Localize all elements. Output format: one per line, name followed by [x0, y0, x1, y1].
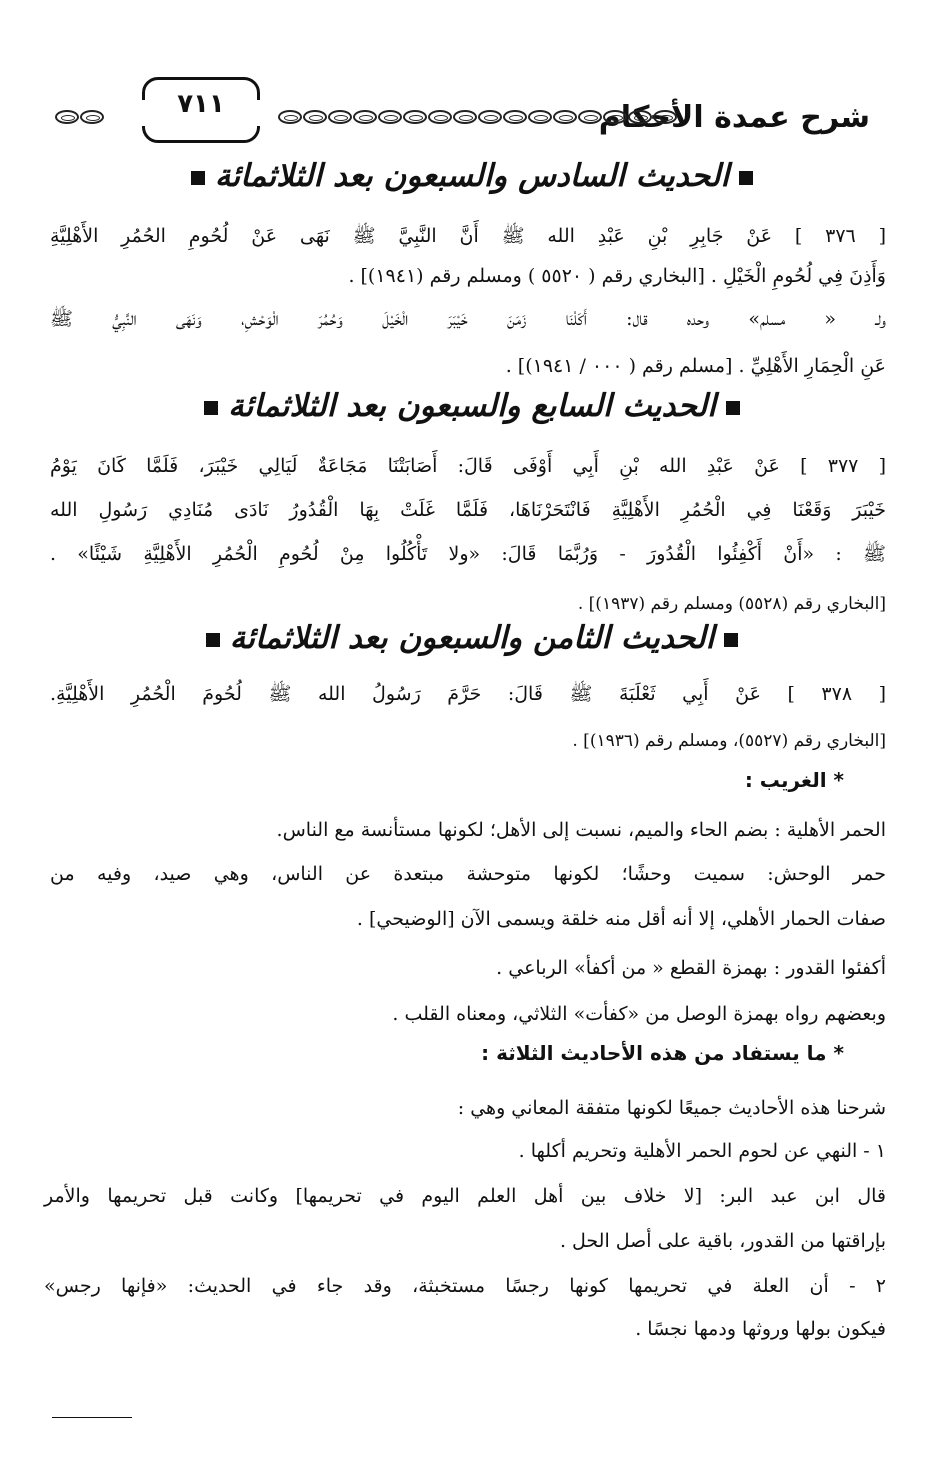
square-bullet-icon: [726, 401, 740, 415]
hadith-378-line-2: [البخاري رقم (٥٥٢٧)، ومسلم رقم (١٩٣٦)] .: [572, 731, 886, 751]
square-bullet-icon: [739, 171, 753, 185]
benefits-line-3: قال ابن عبد البر: [لا خلاف بين أهل العلم اليوم في تحريمها] وكانت قبل تحريمها والأمر: [44, 1185, 886, 1207]
square-bullet-icon: [191, 171, 205, 185]
gharib-line-2: حمر الوحش: سميت وحشًا؛ لكونها متوحشة مبتعدة عن الناس، وهي صيد، وفيه من: [50, 863, 886, 885]
benefits-line-1: شرحنا هذه الأحاديث جميعًا لكونها متفقة المعاني وهي :: [457, 1097, 886, 1119]
heading-hadith-377: الحديث السابع والسبعون بعد الثلاثمائة: [50, 388, 894, 424]
hadith-378-line-1: [ ٣٧٨ ] عَنْ أَبِي ثَعْلَبَةَ ﷺ قَالَ: حَرَّمَ رَسُولُ الله ﷺ لُحُومَ الْحُمُرِ الأَهْلِيَّةِ.: [50, 683, 886, 705]
gharib-title: * الغريب :: [744, 768, 844, 792]
page-number: ٧١١: [177, 89, 225, 119]
square-bullet-icon: [206, 633, 220, 647]
footnote-rule: [52, 1417, 132, 1418]
header-ornament: [278, 110, 678, 128]
heading-hadith-376: الحديث السادس والسبعون بعد الثلاثمائة: [50, 158, 894, 194]
hadith-376-line-1: [ ٣٧٦ ] عَنْ جَابِرِ بْنِ عَبْدِ الله ﷺ أَنَّ النَّبِيَّ ﷺ نَهَى عَنْ لُحُومِ الحُمُرِ الأَهْلِيَّةِ: [50, 225, 886, 247]
page-header: [50, 72, 870, 142]
hadith-377-line-3: ﷺ : «أَنْ أَكْفِئُوا الْقُدُورَ - وَرُبَّمَا قَالَ: «ولا تَأْكُلُوا مِنْ لُحُومِ الْحُمُرِ الأَهْلِيَّةِ شَيْئًا» .: [50, 543, 886, 565]
hadith-377-line-2: خَيْبَرَ وَقَعْنَا فِي الْحُمُرِ الأَهْلِيَّةِ فَانْتَحَرْنَاهَا، فَلَمَّا غَلَتْ بِهَا الْقُدُورُ نَادَى مُنَادِي رَسُولِ الله: [50, 499, 886, 521]
square-bullet-icon: [204, 401, 218, 415]
page-number-frame: [142, 77, 260, 143]
hadith-377-line-4: [البخاري رقم (٥٥٢٨) ومسلم رقم (١٩٣٧)] .: [577, 594, 886, 614]
gharib-line-1: الحمر الأهلية : بضم الحاء والميم، نسبت إلى الأهل؛ لكونها مستأنسة مع الناس.: [276, 819, 886, 841]
gharib-line-4: أكفئوا القدور : بهمزة القطع « من أكفأ» الرباعي .: [496, 957, 886, 979]
benefits-line-2: ١ - النهي عن لحوم الحمر الأهلية وتحريم أكلها .: [518, 1140, 886, 1162]
hadith-376-line-3: ولـ « مسلم» وحده قال: أَكَلْنَا زَمَنَ خَيْبَرَ الْخَيْلَ وَحُمُرَ الْوَحْشِ، وَنَهَى النَّبِيُّ ﷺ: [50, 308, 886, 330]
header-ornament-small: [55, 110, 115, 128]
book-title: شرح عمدة الأحكام: [598, 100, 870, 135]
square-bullet-icon: [724, 633, 738, 647]
heading-hadith-378: الحديث الثامن والسبعون بعد الثلاثمائة: [50, 620, 894, 656]
hadith-377-line-1: [ ٣٧٧ ] عَنْ عَبْدِ الله بْنِ أَبِي أَوْفَى قَالَ: أَصَابَتْنَا مَجَاعَةٌ لَيَالِي خَيْبَرَ، فَلَمَّا كَانَ يَوْمُ: [50, 455, 886, 477]
hadith-376-line-2: وَأَذِنَ فِي لُحُومِ الْخَيْلِ . [البخاري رقم ( ٥٥٢٠ ) ومسلم رقم (١٩٤١)] .: [348, 265, 886, 287]
hadith-376-line-4: عَنِ الْحِمَارِ الأَهْلِيِّ . [مسلم رقم ( ٠٠٠ / ١٩٤١)] .: [505, 355, 886, 377]
benefits-line-4: بإراقتها من القدور، باقية على أصل الحل .: [559, 1230, 886, 1252]
gharib-line-3: صفات الحمار الأهلي، إلا أنه أقل منه خلقة ويسمى الآن [الوضيحي] .: [356, 908, 886, 930]
benefits-line-6: فيكون بولها وروثها ودمها نجسًا .: [635, 1318, 886, 1340]
gharib-line-5: وبعضهم رواه بهمزة الوصل من «كفأت» الثلاثي، ومعناه القلب .: [392, 1003, 886, 1025]
benefits-line-5: ٢ - أن العلة في تحريمها كونها رجسًا مستخبثة، وقد جاء في الحديث: «فإنها رجس»: [44, 1275, 886, 1297]
benefits-title: * ما يستفاد من هذه الأحاديث الثلاثة :: [481, 1041, 844, 1065]
